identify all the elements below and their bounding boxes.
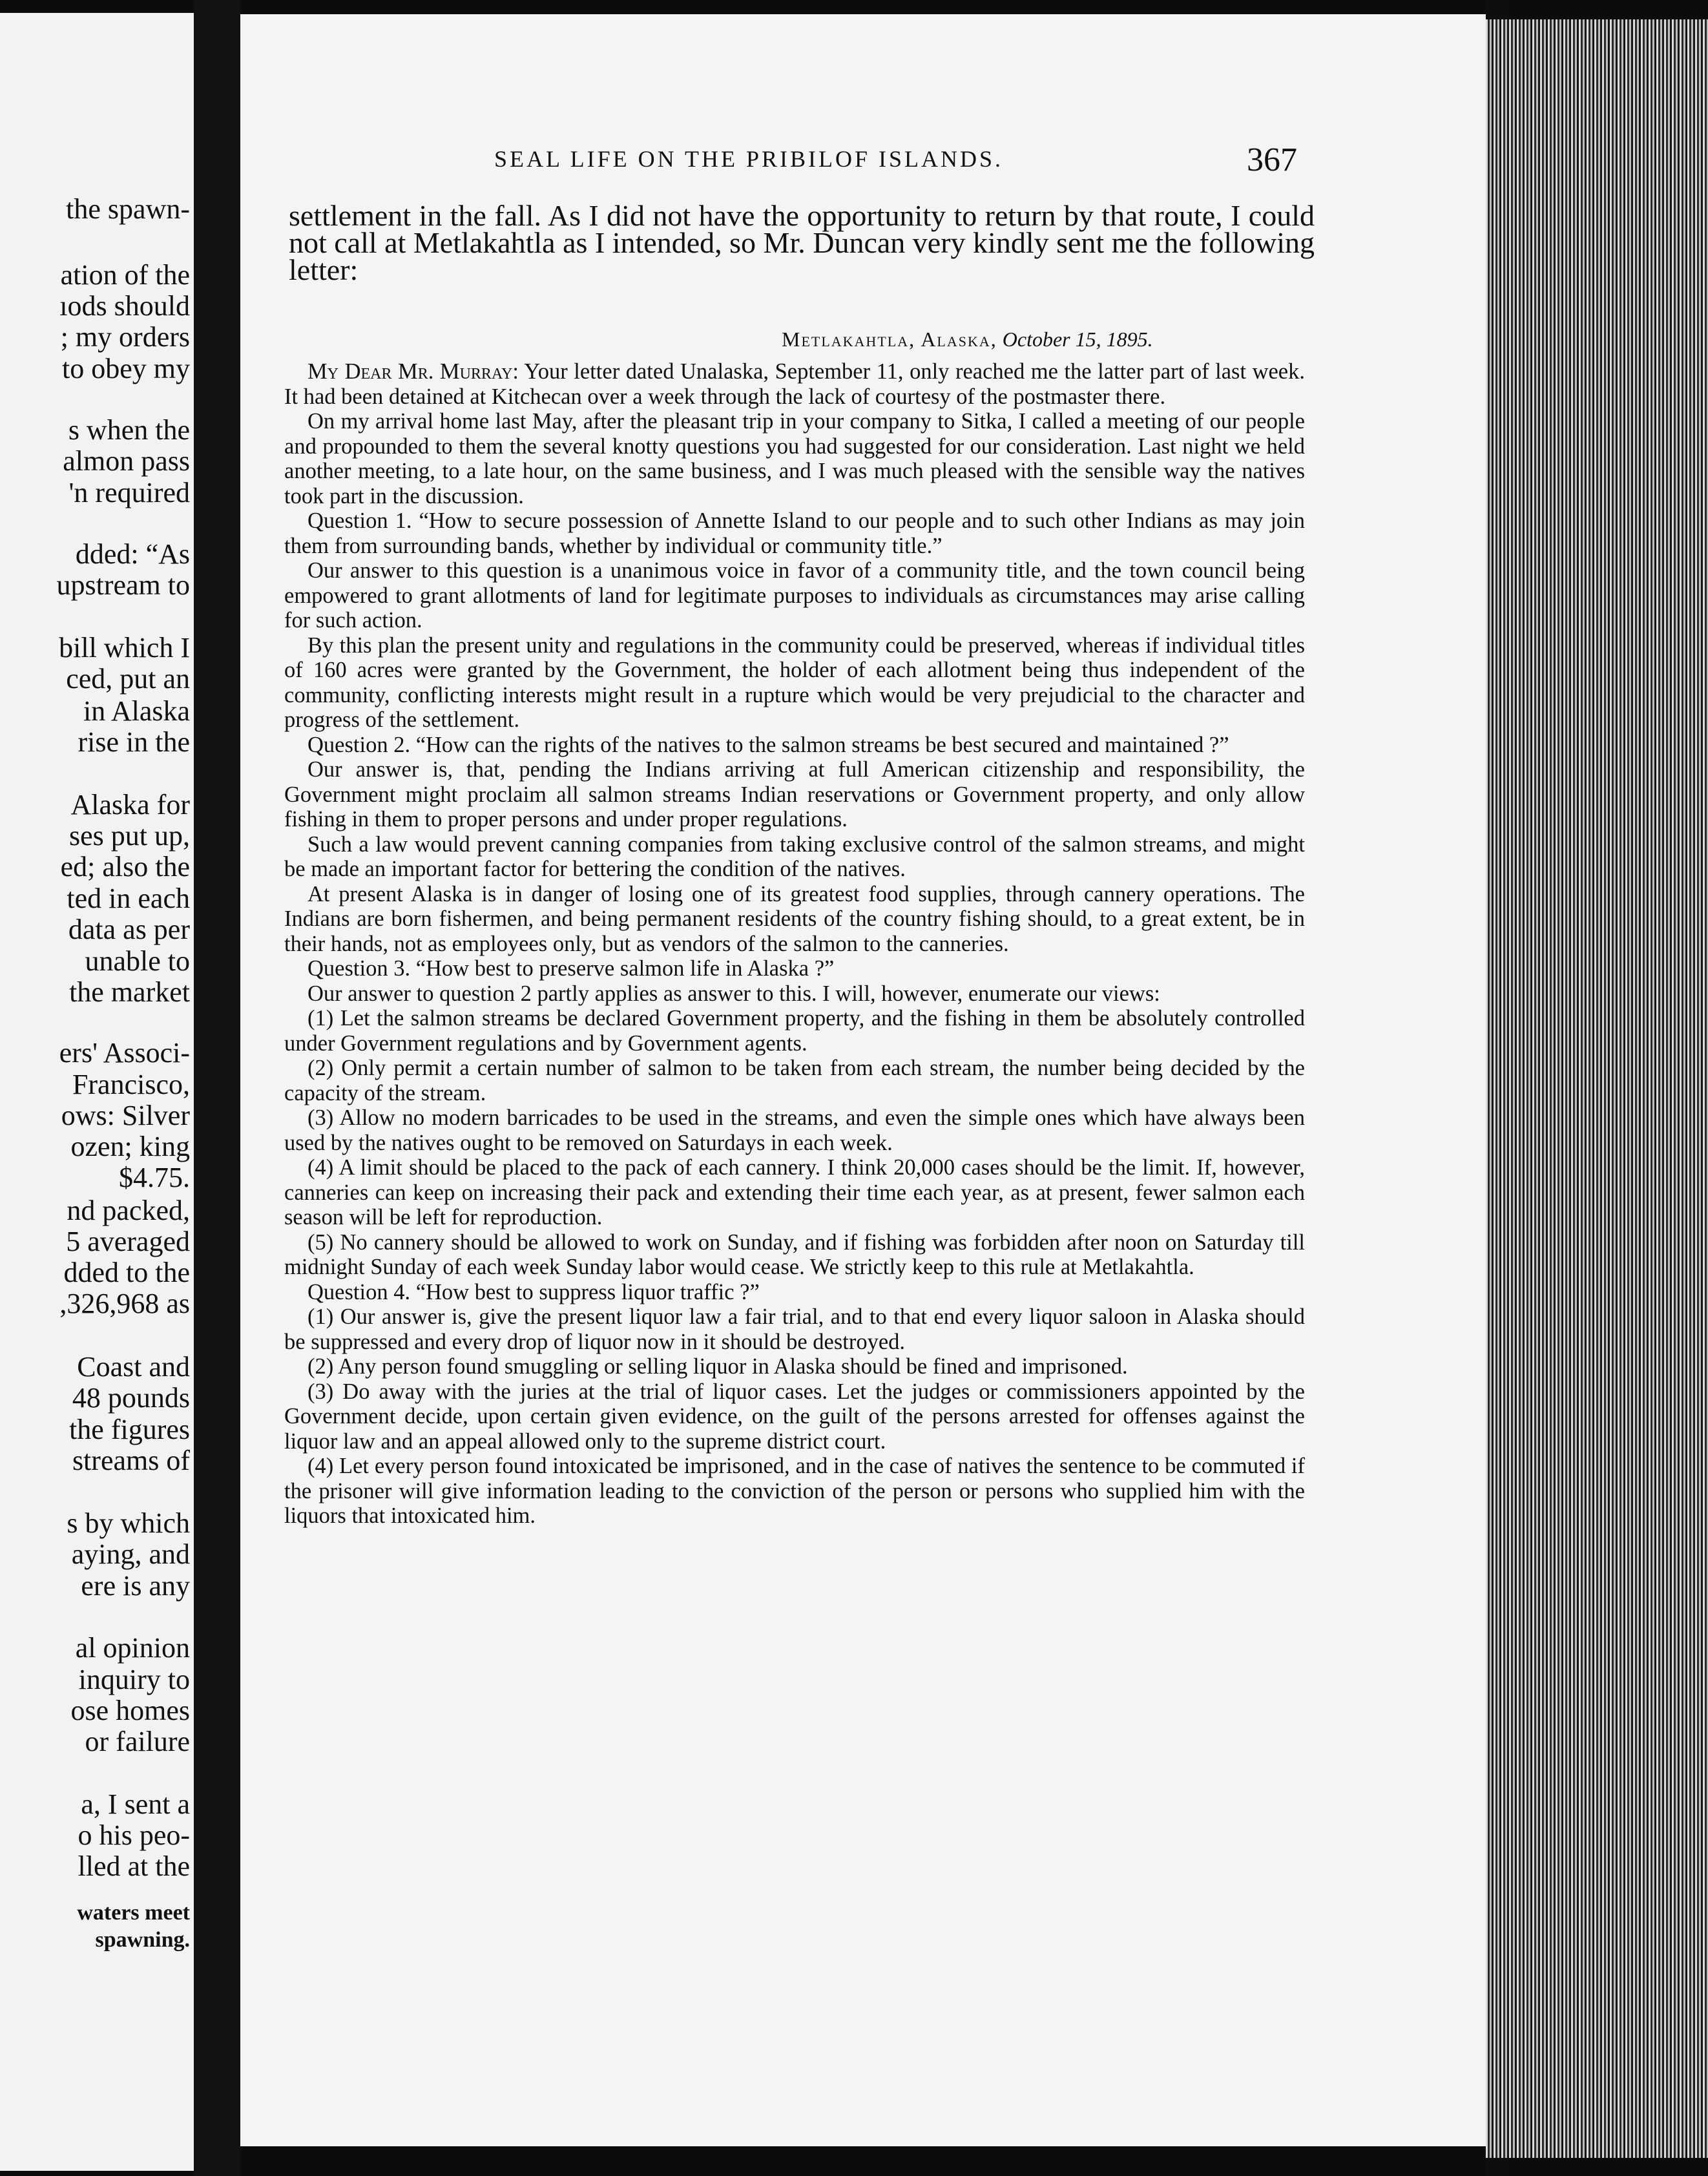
letter-paragraph: Question 2. “How can the rights of the natives to the salmon streams be best secured and maintained ?” [307, 732, 1229, 757]
letter-paragraph: (2) Any person found smuggling or selling liquor in Alaska should be fined and imprisoned. [307, 1354, 1128, 1379]
left-page-line: lled at the [78, 1850, 190, 1882]
letter-paragraph: Our answer to question 2 partly applies as answer to this. I will, however, enumerate our views: [307, 981, 1160, 1006]
letter-paragraph: (2) Only permit a certain number of salmon to be taken from each stream, the number being decided by the capacity of the stream. [284, 1056, 1305, 1105]
left-page-line: Alaska for [70, 789, 190, 821]
letter-salutation: My Dear Mr. Murray: [307, 359, 519, 384]
letter-opening-paragraph [284, 359, 1305, 409]
intro-paragraph: settlement in the fall. As I did not have the opportunity to return by that route, I could not call at Metlakahtla as I intended, so Mr. Duncan very kindly sent me the following letter: [289, 199, 1315, 286]
left-page-line: 5 averaged [66, 1226, 190, 1257]
left-page-line: ed; also the [60, 851, 190, 883]
letter-paragraph: Question 4. “How best to suppress liquor traffic ?” [307, 1279, 760, 1304]
left-page-line: $4.75. [119, 1162, 190, 1193]
left-page-line: ation of the [60, 259, 190, 291]
left-page-line: dded: “As [75, 538, 190, 570]
left-page-line: or failure [85, 1726, 190, 1757]
left-page-line: unable to [85, 945, 190, 977]
left-page-line: ere is any [81, 1570, 190, 1602]
letter-paragraph: Question 3. “How best to preserve salmon life in Alaska ?” [307, 956, 835, 981]
left-page-line: ; my orders [60, 321, 190, 353]
left-page-line: ced, put an [66, 663, 190, 695]
letter-paragraph: (4) Let every person found intoxicated be imprisoned, and in the case of natives the sentence to be commuted if the prisoner will give information leading to the conviction of the person or persons who supplied him with the liquors that intoxicated him. [284, 1454, 1305, 1528]
left-page-line: s by which [67, 1507, 190, 1539]
left-page-line: dded to the [63, 1257, 190, 1288]
left-page-line: aying, and [71, 1538, 190, 1570]
left-page-line: to obey my [62, 353, 190, 384]
letter-paragraph: Such a law would prevent canning companies from taking exclusive control of the salmon streams, and might be made an important factor for bettering the condition of the natives. [284, 832, 1305, 881]
left-page-line: ,326,968 as [59, 1288, 190, 1319]
left-page-line: 48 pounds [72, 1382, 190, 1414]
left-page-line: Coast and [77, 1351, 190, 1383]
left-page-line: Francisco, [72, 1069, 190, 1100]
left-page-line: the figures [69, 1414, 190, 1445]
book-gutter [194, 0, 240, 2176]
left-page-line: bill which I [59, 632, 190, 664]
left-page-line: ses put up, [69, 820, 190, 852]
left-page-line: nd packed, [67, 1195, 190, 1226]
letter-paragraph: (5) No cannery should be allowed to work on Sunday, and if fishing was forbidden after noon on Saturday till midnight Sunday of each week Sunday labor would cease. We strictly keep to this rule at Metlakahtla. [284, 1229, 1305, 1279]
left-page-line: the market [69, 976, 190, 1008]
letter-paragraph: Question 1. “How to secure possession of Annette Island to our people and to such other Indians as may join them from surrounding bands, whether by individual or community title.” [284, 508, 1305, 558]
letter-paragraph: Our answer to this question is a unanimous voice in favor of a community title, and the town council being empowered to grant allotments of land for legitimate purposes to individuals as circumstances may arise calling for such action. [284, 558, 1305, 633]
letter-paragraph: Our answer is, that, pending the Indians arriving at full American citizenship and responsibility, the Government might proclaim all salmon streams Indian reservations or Government property, and only allow fishing in them to proper persons and under proper regulations. [284, 757, 1305, 832]
letter-paragraph: At present Alaska is in danger of losing one of its greatest food supplies, through cannery operations. The Indians are born fishermen, and being permanent residents of the country fishing should, to a great extent, be in their hands, not as employees only, but as vendors of the salmon to the canneries. [284, 881, 1305, 956]
letter-paragraph-text: Your letter dated Unalaska, September 11, only reached me the latter part of last week. It had been detained at Kitchecan over a week through the lack of courtesy of the postmaster there. [284, 359, 1305, 409]
left-page-line: ozen; king [70, 1131, 190, 1162]
letter-paragraph: (3) Do away with the juries at the trial of liquor cases. Let the judges or commissioners appointed by the Government decide, upon certain given evidence, on the guilt of the persons arrested for offenses against the liquor law and an appeal allowed only to the supreme district court. [284, 1379, 1305, 1454]
letter-paragraph: (1) Let the salmon streams be declared Government property, and the fishing in them be absolutely controlled under Government regulations and by Government agents. [284, 1006, 1305, 1056]
letter-dateline [782, 328, 1153, 351]
left-page-line: rise in the [78, 726, 190, 758]
left-page-line: o his peo- [78, 1819, 190, 1851]
left-page-line: ıods should [59, 290, 190, 322]
left-page-line: data as per [68, 914, 190, 945]
left-page-line: a, I sent a [81, 1788, 190, 1820]
left-page-line: almon pass [63, 445, 190, 477]
running-header: SEAL LIFE ON THE PRIBILOF ISLANDS. [494, 146, 1004, 172]
left-page-line: al opinion [75, 1632, 190, 1664]
letter-paragraph: (3) Allow no modern barricades to be used in the streams, and even the simple ones which have always been used by the natives ought to be removed on Saturdays in each week. [284, 1105, 1305, 1155]
left-page-line: in Alaska [83, 695, 190, 727]
left-page-line: ose homes [70, 1695, 190, 1726]
left-page-footnote-line: waters meet [77, 1901, 190, 1925]
left-page-line: ted in each [67, 883, 190, 914]
dateline-place: Metlakahtla, Alaska, [782, 328, 997, 351]
left-page-line: inquiry to [78, 1664, 190, 1695]
left-page-line: upstream to [56, 569, 190, 601]
letter-paragraph: (1) Our answer is, give the present liquor law a fair trial, and to that end every liquor saloon in Alaska should be suppressed and every drop of liquor now in it should be destroyed. [284, 1304, 1305, 1354]
left-page-line: ers' Associ- [59, 1037, 190, 1069]
letter-body [284, 359, 1305, 1529]
page-edges [1486, 19, 1708, 2158]
letter-paragraph: By this plan the present unity and regulations in the community could be preserved, whereas if individual titles of 160 acres were granted by the Government, the holder of each allotment being thus independent of the community, conflicting interests might result in a rupture which would be very prejudicial to the character and progress of the settlement. [284, 633, 1305, 732]
left-page-footnote-line: spawning. [95, 1928, 190, 1952]
left-page-line: s when the [68, 414, 190, 446]
letter-paragraph: On my arrival home last May, after the pleasant trip in your company to Sitka, I called a meeting of our people and propounded to them the several knotty questions you had suggested for our consideration. Last night we held another meeting, to a late hour, on the same business, and I was much pleased with the sensible way the natives took part in the discussion. [284, 409, 1305, 508]
letter-paragraph: (4) A limit should be placed to the pack of each cannery. I think 20,000 cases should be the limit. If, however, canneries can keep on increasing their pack and extending their time each year, as at present, fewer salmon each season will be left for reproduction. [284, 1155, 1305, 1229]
dateline-date: October 15, 1895. [1002, 328, 1153, 351]
left-page-line: the spawn- [66, 193, 190, 225]
left-page-line: ows: Silver [61, 1100, 190, 1131]
previous-page [0, 13, 194, 2171]
left-page-line: streams of [72, 1445, 190, 1476]
page-number: 367 [1247, 141, 1297, 178]
left-page-line: 'n required [68, 477, 190, 508]
